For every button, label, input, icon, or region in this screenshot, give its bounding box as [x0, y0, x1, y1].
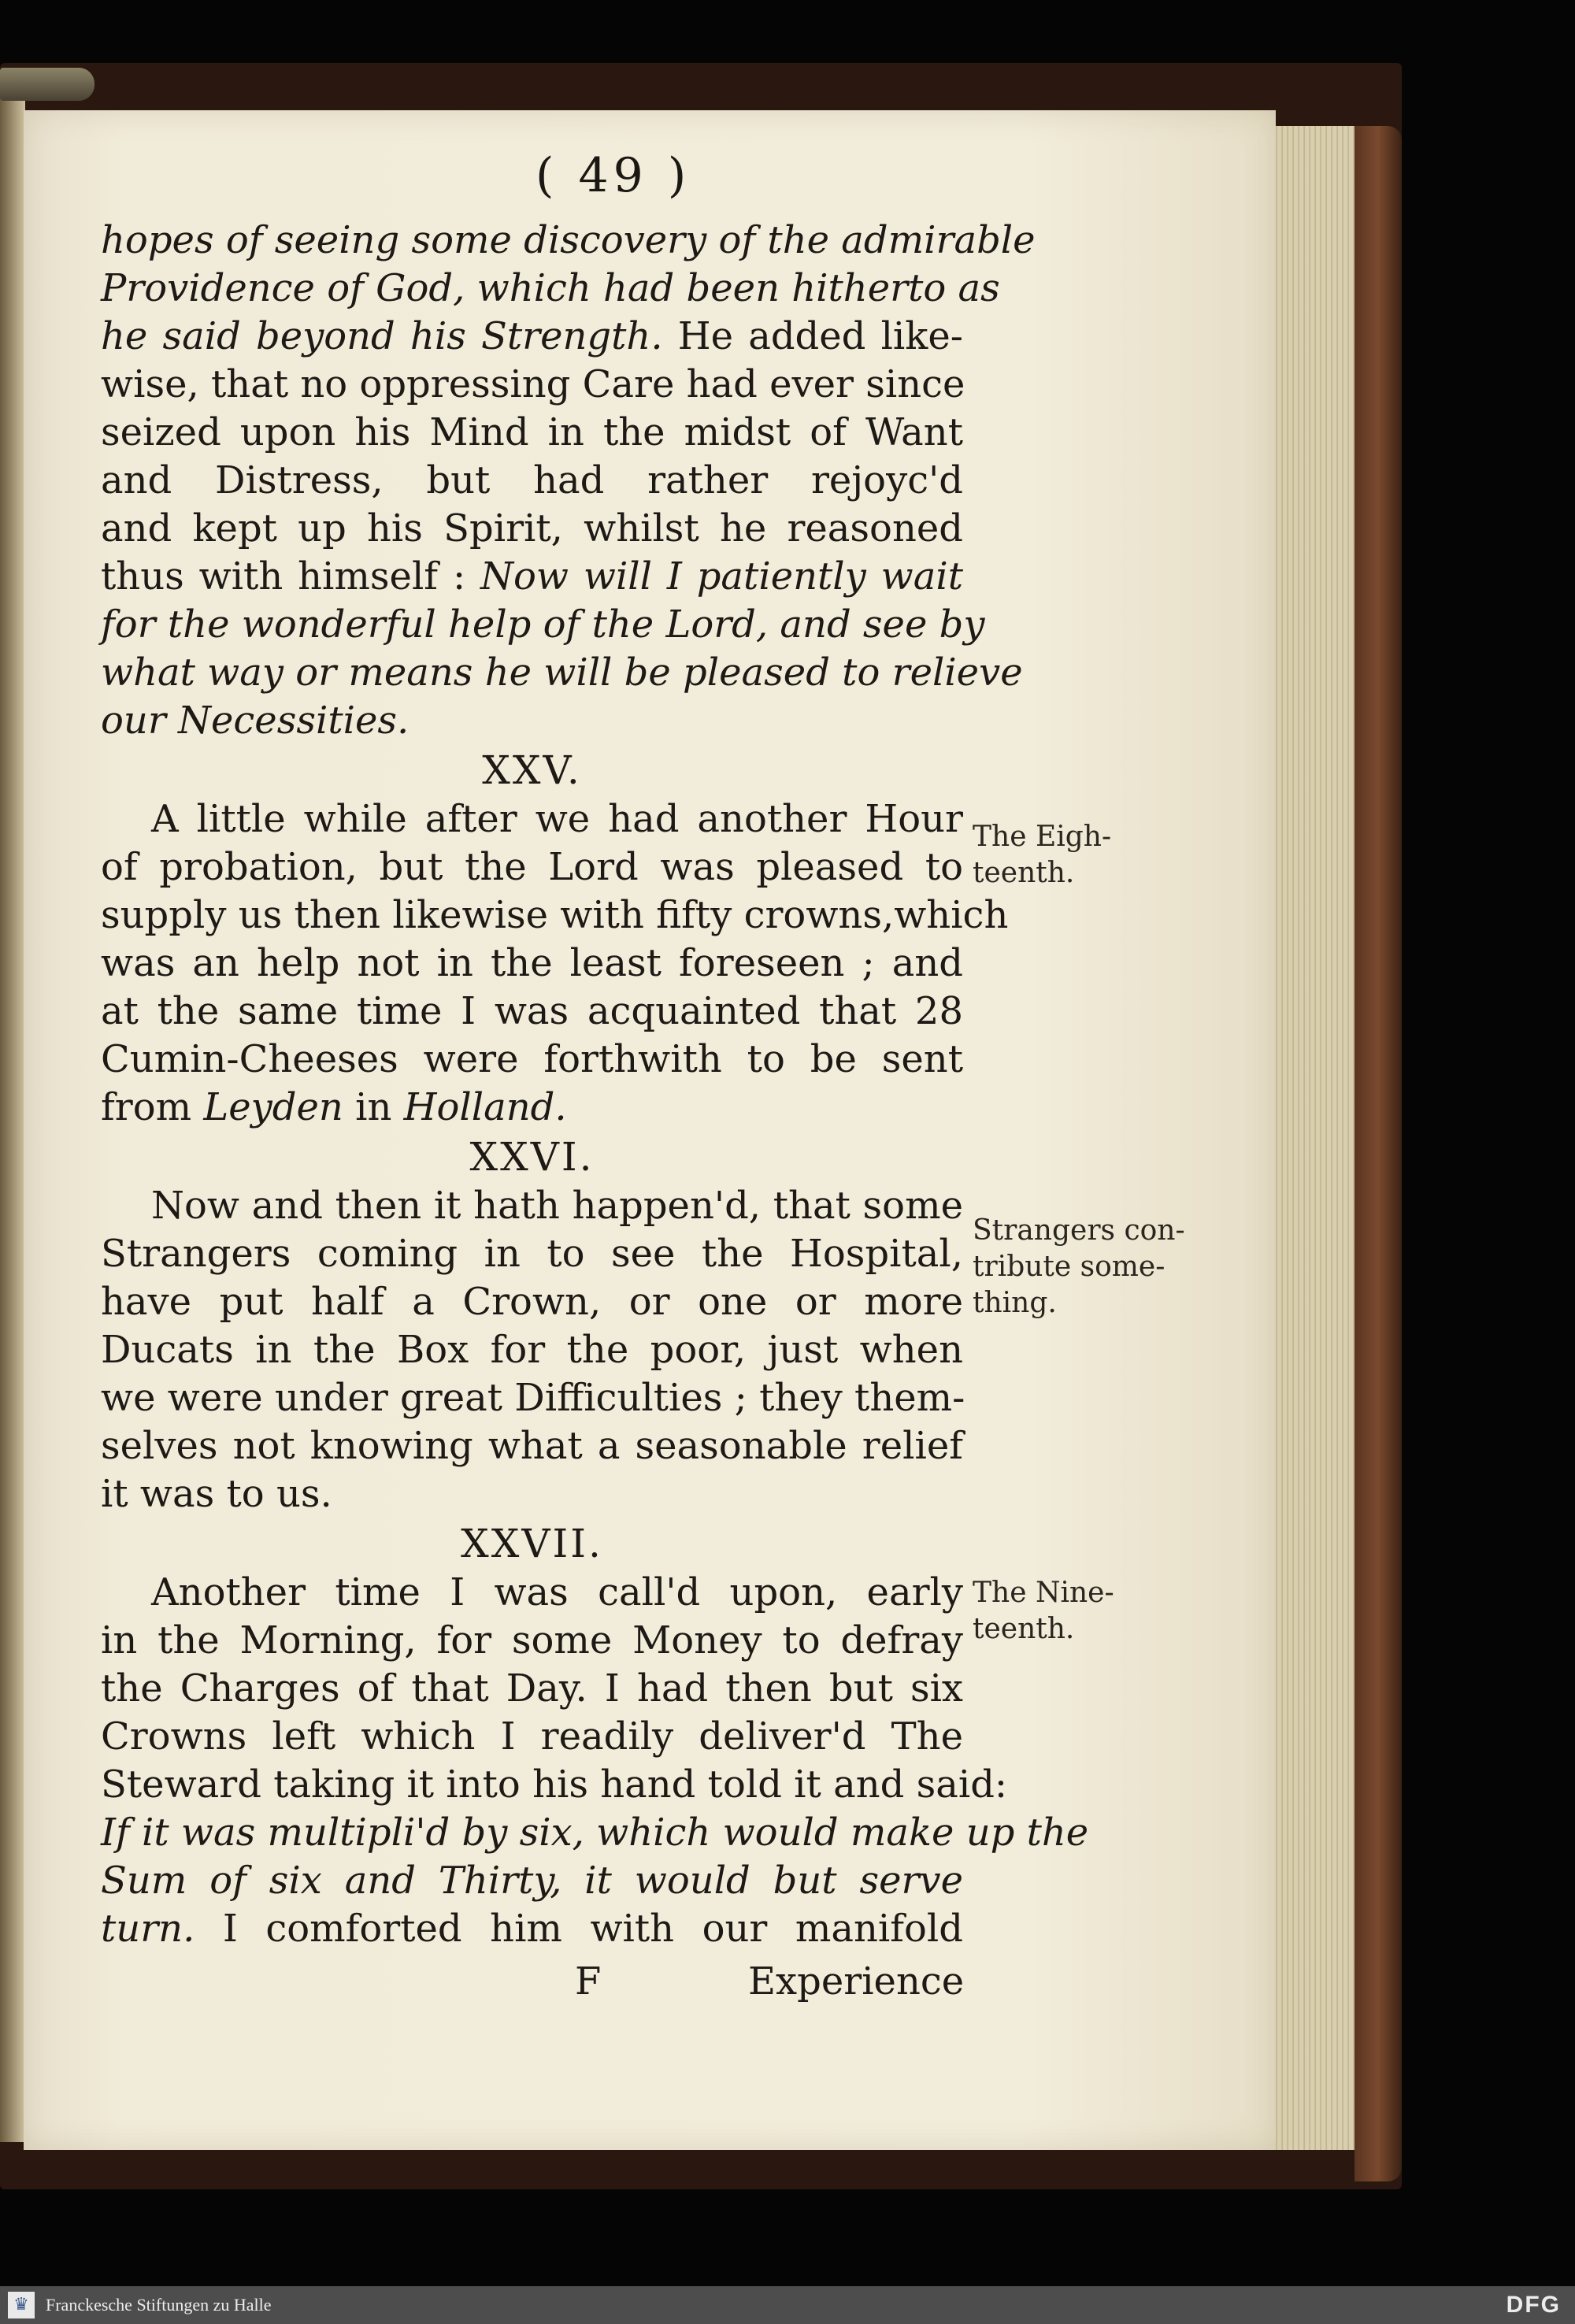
text-line: hopes of seeing some discovery of the admirable	[101, 218, 1036, 262]
text-line: and Distress, but had rather rejoyc'd	[101, 458, 963, 502]
institution-logo-icon: ♛	[8, 2292, 35, 2318]
text-line: our Necessities.	[101, 699, 410, 743]
text-line: selves not knowing what a seasonable relief	[101, 1424, 963, 1468]
text-segment: turn.	[101, 1907, 195, 1951]
footer-institution-name: Franckesche Stiftungen zu Halle	[46, 2295, 272, 2315]
margin-note: The Eigh- teenth.	[973, 821, 1112, 889]
text-line: A little while after we had another Hour	[151, 797, 963, 841]
catchword: Experience	[748, 1959, 965, 2003]
book-clasp	[0, 68, 94, 101]
text-line: Sum of six and Thirty, it would but serve	[101, 1859, 963, 1903]
section-heading-xxv: XXV.	[482, 747, 582, 793]
text-line: what way or means he will be pleased to relieve	[101, 650, 1023, 695]
footer-institution	[0, 2292, 272, 2318]
text-line: Cumin-Cheeses were forthwith to be sent	[101, 1037, 963, 1081]
signature-mark: F	[575, 1959, 602, 2003]
text-segment: I comforted him with our manifold	[222, 1907, 963, 1951]
text-line: seized upon his Mind in the midst of Want	[101, 410, 963, 454]
text-line: Providence of God, which had been hitherto as	[101, 266, 1000, 310]
text-line: Now and then it hath happen'd, that some	[151, 1184, 963, 1228]
page-number: ( 49 )	[536, 148, 691, 203]
text-line	[101, 313, 963, 361]
section-heading-xxvi: XXVI.	[469, 1134, 595, 1180]
viewer-footer	[0, 2286, 1575, 2324]
text-line: Steward taking it into his hand told it and said:	[101, 1762, 1008, 1807]
text-segment: in	[355, 1085, 392, 1129]
margin-note: The Nine- teenth.	[973, 1577, 1114, 1645]
text-line: in the Morning, for some Money to defray	[101, 1618, 963, 1662]
text-segment: Now will I patiently wait	[480, 554, 963, 599]
text-line: it was to us.	[101, 1472, 332, 1516]
text-line: was an help not in the least foreseen ; and	[101, 941, 963, 985]
text-line: Crowns left which I readily deliver'd The	[101, 1714, 963, 1759]
text-line: Strangers coming in to see the Hospital,	[101, 1232, 963, 1276]
text-line: supply us then likewise with fifty crowns,which	[101, 893, 1009, 937]
text-segment: Holland.	[403, 1085, 567, 1129]
text-segment: He added like-	[677, 314, 963, 358]
text-line: of probation, but the Lord was pleased to	[101, 845, 963, 889]
text-line: and kept up his Spirit, whilst he reasoned	[101, 506, 963, 550]
text-line	[101, 553, 963, 601]
text-line: we were under great Difficulties ; they them-	[101, 1376, 965, 1420]
text-line: the Charges of that Day. I had then but six	[101, 1666, 963, 1711]
section-heading-xxvii: XXVII.	[461, 1521, 603, 1566]
margin-note: Strangers con- tribute some- thing.	[973, 1214, 1185, 1319]
text-line: Ducats in the Box for the poor, just when	[101, 1328, 963, 1372]
text-line: wise, that no oppressing Care had ever since	[101, 362, 965, 406]
text-segment: thus with himself :	[101, 554, 466, 599]
cover-edge	[1354, 126, 1402, 2181]
text-line: Another time I was call'd upon, early	[151, 1570, 963, 1614]
text-line: If it was multipli'd by six, which would make up the	[101, 1811, 1089, 1855]
text-line: have put half a Crown, or one or more	[101, 1280, 963, 1324]
text-segment: Leyden	[203, 1085, 343, 1129]
text-segment: he said beyond his Strength.	[101, 314, 663, 358]
text-line	[101, 1084, 963, 1132]
dfg-logo: DFG	[1506, 2292, 1561, 2318]
text-line: at the same time I was acquainted that 28	[101, 989, 963, 1033]
text-segment: from	[101, 1085, 192, 1129]
text-line	[101, 1905, 963, 1953]
text-line: for the wonderful help of the Lord, and see by	[101, 602, 985, 647]
left-page-edge	[0, 79, 25, 2142]
